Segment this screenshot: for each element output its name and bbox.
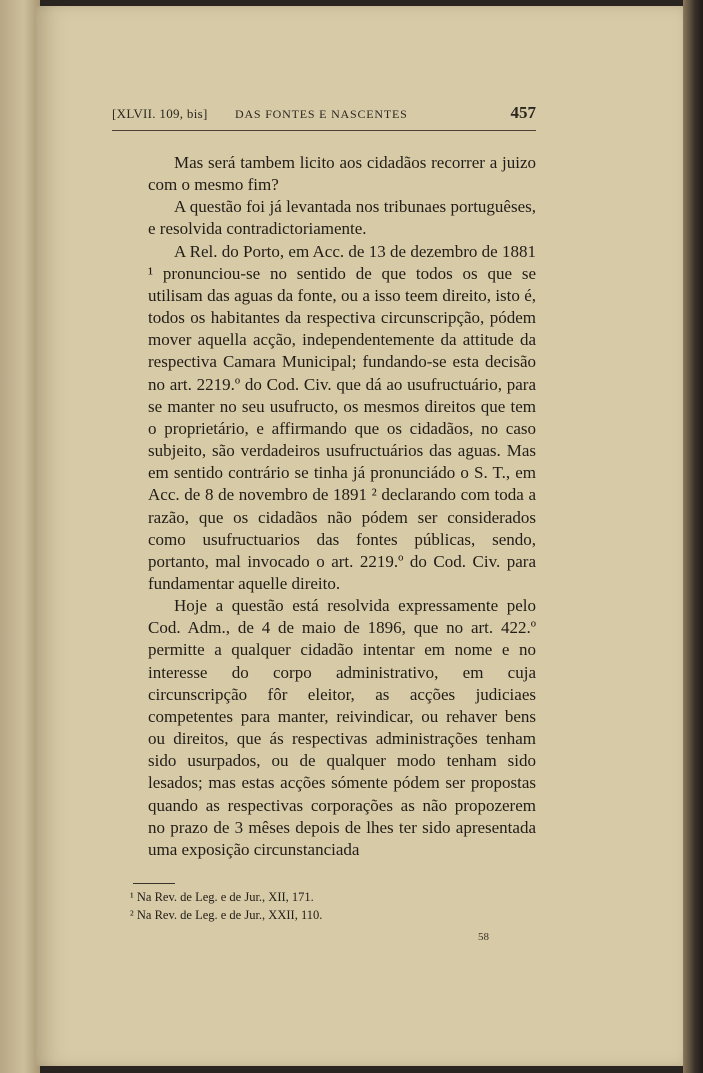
running-header (112, 104, 536, 126)
paragraph-4: Hoje a questão está resolvida expressamente pelo Cod. Adm., de 4 de maio de 1896, que no art. 422.º permitte a qualquer cidadão intentar em nome e no interesse do corpo administrativo, em cuja circunscripção fôr eleitor, as acções judiciaes competentes para manter, reivindicar, ou rehaver bens ou direitos, que ás respectivas administrações tenham sido usurpados, ou de qualquer modo tenham sido lesados; mas estas acções sómente pódem ser propostas quando as respectivas corporações as não propozerem no prazo de 3 mêses depois de lhes ter sido apresentada uma exposição circunstanciada (148, 596, 536, 859)
footnotes (130, 888, 530, 924)
paragraph-1: Mas será tambem licito aos cidadãos recorrer a juizo com o mesmo fim? (148, 153, 536, 195)
footnote-rule (133, 883, 175, 884)
body-text (148, 152, 536, 861)
printer-signature: 58 (478, 931, 489, 943)
page-number: 457 (510, 103, 536, 122)
paragraph-3: A Rel. do Porto, em Acc. de 13 de dezembro de 1881 ¹ pronunciou-se no sentido de que todos os que se utilisam das aguas da fonte, ou a isso teem direito, isto é, todos os habitantes da respectiva circunscripção, pódem mover aquella acção, independentemente da attitude da respectiva Camara Municipal; fundando-se esta decisão no art. 2219.º do Cod. Civ. que dá ao usufructuário, para se manter no seu usufructo, os mesmos direitos que tem o proprietário, e affirmando que os cidadãos, no caso subjeito, são verdadeiros usufructuários das aguas. Mas em sentido contrário se tinha já pronunciádo o S. T., em Acc. de 8 de novembro de 1891 ² declarando com toda a razão, que os cidadãos não pódem ser considerados como usufructuarios das fontes públicas, sendo, portanto, mal invocado o art. 2219.º do Cod. Civ. para fundamentar aquelle direito. (148, 241, 536, 593)
book-right-edge (683, 0, 703, 1073)
header-section-ref: [XLVII. 109, bis] (112, 106, 208, 121)
header-rule (112, 130, 536, 131)
book-left-edge (0, 0, 40, 1073)
footnote-1: ¹ Na Rev. de Leg. e de Jur., XII, 171. (130, 890, 314, 904)
footnote-2: ² Na Rev. de Leg. e de Jur., XXII, 110. (130, 908, 323, 922)
paragraph-2: A questão foi já levantada nos tribunaes portuguêses, e resolvida contradictoriamente. (148, 197, 536, 239)
header-title: DAS FONTES E NASCENTES (235, 107, 408, 121)
